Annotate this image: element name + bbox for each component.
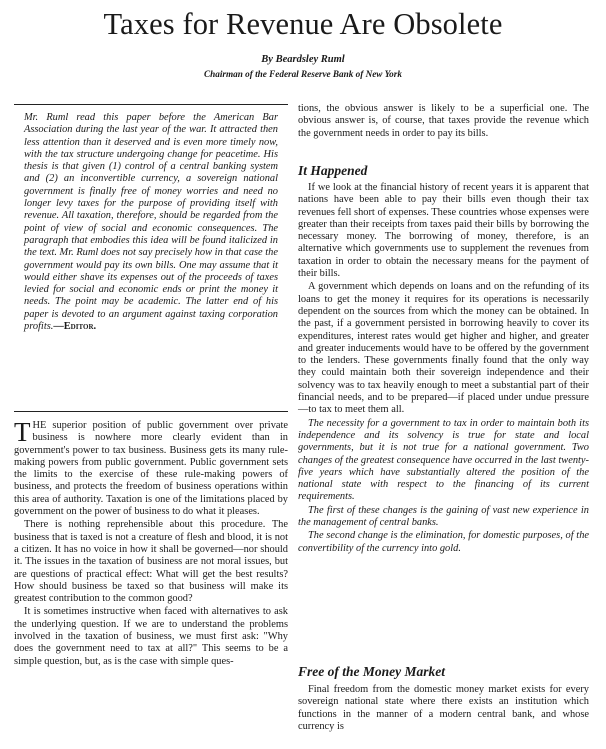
author-affiliation: Chairman of the Federal Reserve Bank of New York [204,69,402,79]
author-byline: By Beardsley Ruml [261,54,345,65]
section-heading: Free of the Money Market [298,664,445,679]
editor-note [24,112,278,333]
note-top-rule [14,104,288,105]
paragraph: tions, the obvious answer is likely to be a superficial one. The obvious answer is, of course, that taxes provide the revenue which the government needs in order to pay its bills. [298,103,589,139]
editor-note-text: Mr. Ruml read this paper before the American Bar Association during the last year of the war. It attracted then less attention than it deserved and is even more timely now, with the tax structure undergoing change for peacetime. His thesis is that given (1) control of a central banking system and (2) an inconvertible currency, a sovereign national government is finally free of money worries and need no longer levy taxes for the purpose of providing itself with revenue. All taxation, therefore, should be regarded from the point of view of social and economic consequences. The paragraph that embodies this idea will be found italicized in the text. Mr. Ruml does not say precisely how in that case the government would pay its own bills. One may assume that it would either shave its expenses out of the proceeds of taxes levied for social and economic ends or print the money it needs. The point may be academic. The latter end of his paper is devoted to an argument against taxing corporation profits. [24,112,278,333]
paragraph: If we look at the financial history of recent years it is apparent that nations have been able to pay their bills even though their tax revenues fell short of expenses. These countries whose expenses were greater than their receipts from taxes paid their bills by borrowing the necessary money. The borrowing of money, therefore, is an alternative which governments use to supplement the revenues from taxation in order to obtain the necessary means for the payment of their bills. [298,182,589,280]
paragraph: There is nothing reprehensible about this procedure. The business that is taxed is not a creature of flesh and blood, it is not a citizen. It has no voice in how it shall be governed—nor should it. The issues in the taxation of business are not moral issues, but are questions of practical effect: What will get the best results? How should business be taxed so that business will make its greatest contribution to the common good? [14,519,288,605]
page-title: Taxes for Revenue Are Obsolete [103,7,503,41]
paragraph: The first of these changes is the gaining of vast new experience in the management of central banks. [298,504,589,529]
editor-signature: —Editor. [53,321,97,333]
paragraph: A government which depends on loans and on the refunding of its loans to get the money it requires for its operations is necessarily dependent on the sources from which the money can be obtained. In the past, if a government persisted in borrowing heavily to cover its expenditures, interest rates would get higher and higher, and greater and greater inducements would have to be offered by the government to the lenders. These governments finally found that the only way they could maintain both their sovereign independence and their solvency was to tax heavily enough to meet a substantial part of their financial needs, and to be prepared—if placed under undue pressure—to tax to meet them all. [298,281,589,416]
paragraph: The necessity for a government to tax in order to maintain both its independence and its solvency is true for state and local governments, but it is not true for a national government. Two changes of the greatest consequence have occurred in the last twenty-five years which have substantially altered the position of the national state with respect to the financing of its current requirements. [298,417,589,503]
right-column-bottom [298,684,589,734]
section-heading: It Happened [298,163,368,178]
paragraph: The second change is the elimination, for domestic purposes, of the convertibility of the currency into gold. [298,530,589,554]
left-column-body [14,417,288,669]
paragraph: Final freedom from the domestic money market exists for every sovereign national state where there exists an institution which functions in the manner of a modern central bank, and whose currency is [298,684,589,732]
right-column-middle [298,182,589,556]
paragraph: THE superior position of public government over private business is nowhere more clearly evident than in government's power to tax business. Business gets its many rule-making powers from public government. Public government sets the limits to the exercise of these rule-making powers of business, and protects the freedom of business operations within this area of authority. Taxation is one of the limitations placed by government on the power of business to do what it pleases. [14,417,288,518]
drop-cap: T [14,417,31,447]
right-column-top [298,103,589,141]
note-bottom-rule [14,411,288,412]
paragraph: It is sometimes instructive when faced with alternatives to ask the underlying question. If we are to understand the problems involved in the taxation of business, we must first ask: "Why does the government need to tax at all?" This seems to be a simple question, but, as is the case with simple ques- [14,606,288,667]
